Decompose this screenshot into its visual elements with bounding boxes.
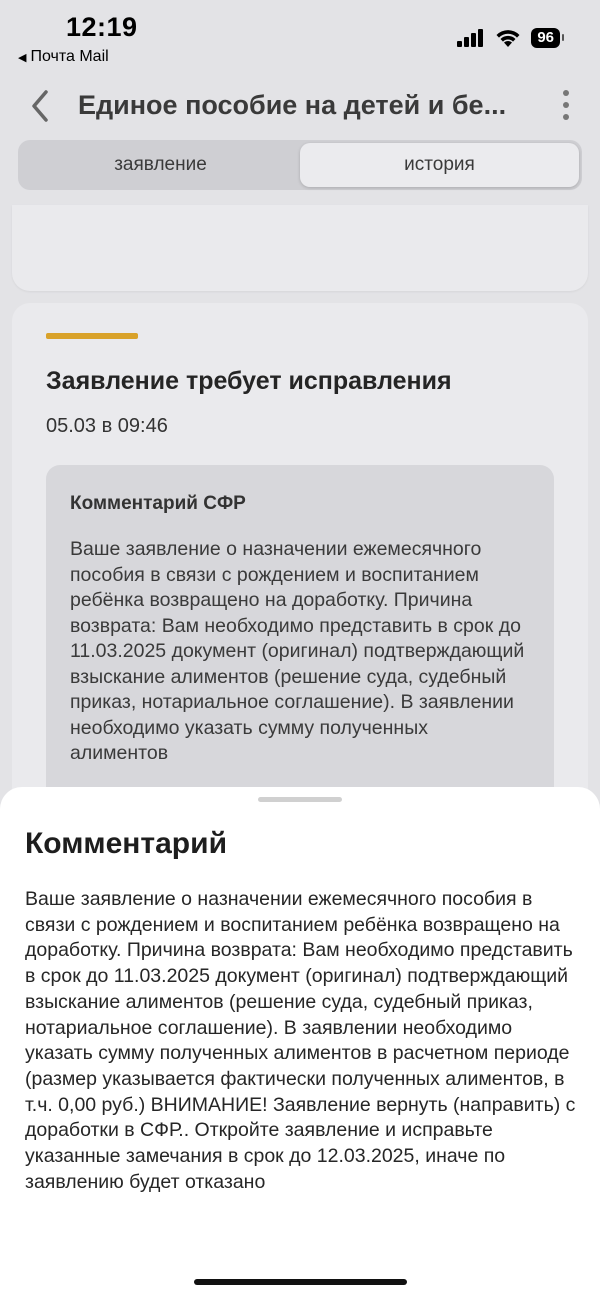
home-indicator[interactable] [194, 1279, 407, 1285]
comment-title: Комментарий СФР [70, 493, 246, 514]
system-icons [457, 28, 560, 48]
history-card [12, 303, 588, 863]
event-date: 05.03 в 09:46 [46, 415, 168, 437]
history-card-previous [12, 205, 588, 291]
status-bar [0, 0, 600, 72]
page-title: Единое пособие на детей и бе... [78, 90, 507, 120]
comment-text: Ваше заявление о назначении ежемесячного пособия в связи с рождением и воспитанием ребёнка возвращено на доработку. Причина возврата: Вам необходимо представить в срок до 11.03.2025 документ (оригинал) подтверждающий взыскание алиментов (решение суда, судебный приказ, нотариальное соглашение). В заявлении необходимо указать сумму полученных алиментов [70, 538, 525, 764]
chevron-left-icon[interactable] [26, 88, 56, 124]
wifi-icon [495, 29, 521, 48]
tab-history[interactable]: история [300, 143, 579, 187]
back-app-label: Почта Mail [30, 48, 109, 65]
nav-bar [0, 82, 600, 134]
comment-bottom-sheet [0, 787, 600, 1297]
sheet-grabber[interactable] [258, 797, 342, 802]
sheet-text: Ваше заявление о назначении ежемесячного пособия в связи с рождением и воспитанием ребёнка возвращено на доработку. Причина возврата: Вам необходимо представить в срок до 11.03.2025 документ (оригинал) подтверждающий взыскание алиментов (решение суда, судебный приказ, нотариальное соглашение). В заявлении необходимо указать сумму полученных алиментов в расчетном периоде (размер указывается фактически полученных алиментов, в т.ч. 0,00 руб.) ВНИМАНИЕ! Заявление вернуть (направить) с доработки в СФР.. Откройте заявление и исправьте указанные замечания в срок до 12.03.2025, иначе по заявлению будет отказано [25, 888, 576, 1193]
tab-application[interactable]: заявление [114, 154, 207, 175]
battery-icon: 96 [531, 28, 560, 48]
status-accent-bar [46, 333, 138, 339]
event-title: Заявление требует исправления [46, 367, 452, 395]
back-triangle-icon: ◀ [18, 51, 27, 64]
signal-icon [457, 29, 485, 47]
segmented-tabs [18, 140, 582, 190]
status-time: 12:19 [66, 12, 138, 42]
back-to-app-link[interactable] [18, 48, 109, 66]
sheet-title: Комментарий [25, 827, 228, 860]
more-vertical-icon[interactable] [560, 90, 572, 120]
